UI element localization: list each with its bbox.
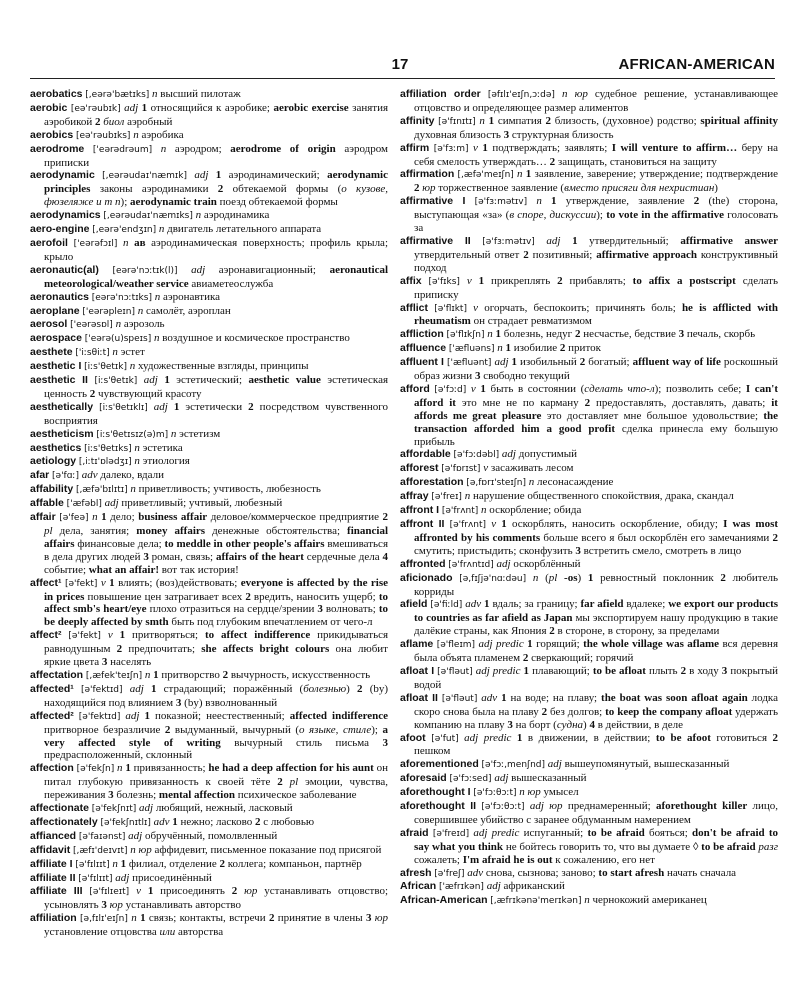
dictionary-entry [400,328,778,342]
dictionary-entry [400,638,778,665]
dictionary-entry [30,483,388,497]
dictionary-entry [30,885,388,912]
dictionary-entry [400,342,778,356]
entry-headword: affronted [400,557,446,570]
dictionary-entry [30,844,388,858]
entry-headword: afford [400,382,430,395]
entry-transcription: [ə'freʃ] [434,868,465,879]
dictionary-entry [400,356,778,383]
entry-transcription: [ə'fləut] [441,693,478,704]
entry-headword: aeronautic(al) [30,263,99,276]
entry-definition: adj predic 1 в движении, в действии; to be afoot готовиться 2 пешком [414,731,779,758]
entry-definition: adj юр преднамеренный; aforethought killer лицо, совершившее убийство с заранее обдуманным намерением [414,800,779,826]
dictionary-entry [30,88,388,102]
dictionary-entry [400,786,778,800]
entry-definition: v огорчать, беспокоить; причинять боль; he is afflicted with rheumatism он страдает ревматизмом [414,301,779,328]
entry-headword: aesthetic II [30,374,88,387]
entry-headword: afresh [400,866,432,879]
dictionary-entry [400,827,778,867]
entry-headword: affectionately [30,815,98,828]
dictionary-entry [400,518,778,558]
entry-transcription: ['æfrɪkən] [438,882,484,893]
dictionary-entry [400,476,778,490]
dictionary-entry [30,442,388,456]
entry-headword: afoot [400,731,426,744]
entry-headword: afforestation [400,476,464,489]
dictionary-entry [30,762,388,802]
entry-headword: affirmative II [400,234,471,247]
entry-headword: afloat I [400,664,435,677]
entry-transcription: [iːs'θetɪk] [94,376,138,387]
entry-headword: affirmation [400,168,455,181]
entry-definition: n высший пилотаж [152,88,241,100]
dictionary-entry [400,462,778,476]
entry-transcription: [ə'fləut] [437,666,473,677]
entry-headword: affability [30,483,74,496]
entry-transcription: [ə'fɜːmətɪv] [474,197,528,208]
dictionary-entry [30,497,388,511]
entry-definition: adj присоединённый [115,871,212,884]
dictionary-entry [400,275,778,302]
entry-transcription: [ə'flɪkʃn] [446,330,485,341]
right-column [400,88,778,908]
entry-headword: affiliate II [30,871,76,884]
dictionary-entry [400,142,778,169]
entry-headword: affliction [400,328,444,341]
entry-transcription: [,eərəudaɪ'næmɪks] [103,211,193,222]
dictionary-entry [30,858,388,872]
entry-definition: adj вышесказанный [494,772,587,785]
entry-definition: n эстетика [134,441,183,454]
dictionary-entry [30,169,388,209]
entry-transcription: ['eərəfɔɪl] [73,238,118,249]
entry-definition: n лесонасаждение [528,476,614,489]
entry-headword: affirmative I [400,195,466,208]
entry-transcription: [ə'fɜːmətɪv] [482,236,535,247]
entry-transcription: [ə'fɪlɪeɪt] [89,887,130,898]
entry-definition: adj допустимый [501,448,578,461]
dictionary-entry [30,469,388,483]
entry-definition: adj 1 эстетически 2 посредством чувственного восприятия [44,400,389,427]
entry-headword: aerobic [30,101,68,114]
dictionary-entry [30,872,388,886]
entry-definition: v 1 влиять; (воз)действовать; everyone is affected by the rise in prices повышение цен затрагивает всех 2 вредить, наносить ущерб; to affect smb's heart/eye плохо отразиться на сердце/зрении 3 волновать; to be deeply affected by smth быть под глубоким впечатлением от чего-л [44,576,389,629]
entry-headword: aficionado [400,571,453,584]
entry-headword: affiliation [30,912,77,925]
entry-definition: adj 1 изобильный 2 богатый; affluent way of life роскошный образ жизни 3 свободно текущий [414,356,779,383]
entry-definition: adv далеко, вдали [81,469,164,482]
dictionary-entry [400,235,778,275]
entry-transcription: [,eərəudaɪ'næmɪk] [102,171,187,182]
entry-transcription: [,æfek'teɪʃn] [85,670,143,681]
entry-definition: n нарушение общественного спокойствия, драка, скандал [464,490,734,503]
entry-headword: aerobics [30,128,74,141]
entry-transcription: [ə,fɒrɪ'steɪʃn] [466,478,526,489]
entry-headword: aestheticism [30,427,94,440]
dictionary-entry [30,305,388,319]
entry-transcription: [iːs'θetɪk] [84,362,127,373]
entry-definition: v 1 присоединять 2 юр устанавливать отцовство; усыновлять 3 юр устанавливать авторство [44,885,389,912]
entry-transcription: [ə'faɪənst] [78,831,126,842]
dictionary-entry [30,710,388,763]
entry-headword: aforesaid [400,772,447,785]
dictionary-entry [30,374,388,401]
entry-transcription: [ə'fɔːsed] [449,774,492,785]
entry-transcription: [ə'frʌnt] [441,506,479,517]
entry-headword: afraid [400,826,429,839]
entry-definition: n юр судебное решение, устанавливающее отцовство и определяющее размер алиментов [414,88,779,114]
entry-definition: adj приветливый; учтивый, любезный [104,497,283,510]
entry-headword: affection [30,762,74,775]
entry-transcription: [ə'fɔːdəbl] [453,450,500,461]
entry-transcription: [ə'fektɪd] [78,711,121,722]
entry-definition: adv 1 вдаль; за границу; far afield вдалеке; we export our products to countries as far afield as Japan мы экспортируем нашу продукцию в такие далёкие страны, как Япония 2 в стороне, в сторону, за пределами [414,598,779,638]
entry-transcription: [ə'fekʃnɪt] [91,804,137,815]
entry-transcription: [ə'fekt] [68,631,101,642]
entry-transcription: [ə'fekʃn] [76,764,115,775]
entry-definition: n аэродинамика [195,209,270,222]
dictionary-entry [400,115,778,142]
entry-definition: n 1 связь; контакты, встречи 2 принятие в члены 3 юр установление отцовства или авторства [44,912,389,939]
entry-definition: adj обручённый, помолвленный [128,829,278,842]
entry-transcription: [ə'fut] [431,733,459,744]
entry-headword: aerodrome [30,142,85,155]
entry-definition: n эстет [112,346,145,359]
page-header [30,56,775,76]
entry-transcription: [ə'flɪkt] [434,303,467,314]
entry-headword: affable [30,497,64,510]
entry-transcription: [ə'fɪlɪɪt] [78,873,113,884]
entry-headword: afforest [400,462,439,475]
entry-transcription: [,æfɪ'deɪvɪt] [73,845,128,856]
entry-definition: adj вышеупомянутый, вышесказанный [547,758,730,771]
entry-transcription: [ə'freɪd] [432,828,470,839]
entry-transcription: [ə'fɪnɪtɪ] [438,116,476,127]
entry-definition: n ав аэродинамическая поверхность; профиль крыла; крыло [44,236,388,263]
entry-transcription: [,æfrɪkənə'merɪkən] [490,896,582,907]
entry-definition: n 1 болезнь, недуг 2 несчастье, бедствие 3 печаль, скорбь [487,328,756,341]
dictionary-entry [30,291,388,305]
entry-transcription: ['eərə(u)speɪs] [84,334,152,345]
entry-headword: aerodynamic [30,169,95,182]
entry-transcription: [eərə'nɔːtɪks] [91,292,152,303]
entry-transcription: [əfɪlɪ'eɪʃn,ɔːdə] [487,90,555,100]
dictionary-entry [30,669,388,683]
entry-headword: aerofoil [30,236,68,249]
entry-transcription: [eə'rəubɪks] [75,130,131,141]
entry-headword: African-American [400,894,488,907]
entry-transcription: [iːs'θetɪsɪz(ə)m] [96,429,169,440]
entry-headword: affectation [30,668,84,681]
entry-transcription: [ə'fekt] [64,578,98,589]
entry-definition: adj 1 показной; неестественный; affected indifference притворное безразличие 2 выдуманный, вычурный (о языке, стиле); a very affected style of writing вычурный стиль письма 3 предрасположенный, склонный [44,709,389,762]
entry-transcription: ['iːsθiːt] [75,348,110,359]
dictionary-entry [30,346,388,360]
entry-transcription: [ə'fɒrɪst] [441,464,481,475]
entry-headword: afloat II [400,691,438,704]
entry-headword: aforethought II [400,800,477,813]
entry-definition: adj африканский [486,880,565,893]
entry-definition: v 1 оскорблять, наносить оскорбление, обиду; I was most affronted by his comments больше всего я был оскорблён его замечаниями 2 смутить; пристыдить; сконфузить 3 встретить смело, смотреть в лицо [414,518,779,557]
dictionary-entry [400,772,778,786]
entry-headword: aetiology [30,455,77,468]
dictionary-entry [30,428,388,442]
dictionary-entry [30,577,388,630]
entry-definition: adv 1 на воде; на плаву; the boat was soon afloat again лодка скоро снова была на плаву 2 без долгов; to keep the company afloat удержать компанию на плаву 3 на борт (судна) 4 в действии, в деле [414,691,778,731]
entry-transcription: [iːs'θetɪklɪ] [99,402,148,413]
dictionary-entry [400,302,778,329]
entry-transcription: [ə'fiːld] [430,600,463,611]
dictionary-entry [400,880,778,894]
dictionary-entry [400,168,778,195]
entry-headword: aeronautics [30,290,89,303]
entry-transcription: [ə'fekʃnɪtlɪ] [100,817,151,828]
entry-definition: n этиология [134,455,190,468]
entry-transcription: [,æfə'meɪʃn] [457,170,514,181]
entry-headword: aerodynamics [30,209,101,222]
dictionary-entry [400,490,778,504]
entry-headword: affiliate I [30,857,73,870]
dictionary-entry [400,504,778,518]
entry-definition: n оскорбление; обида [481,504,582,517]
entry-definition: v засаживать лесом [483,462,574,475]
entry-definition: adj оскорблённый [496,557,581,570]
entry-transcription: [eərə'nɔːtɪk(l)] [112,265,178,276]
entry-transcription: [,eərə'endʒɪn] [92,225,157,236]
entry-headword: affect¹ [30,576,62,589]
entry-headword: aforethought I [400,786,471,799]
entry-headword: affront I [400,504,440,517]
entry-headword: afflict [400,301,429,314]
entry-transcription: ['æfluənt] [446,358,492,369]
dictionary-entry [30,237,388,264]
dictionary-entry [400,383,778,449]
dictionary-entry [30,816,388,830]
entry-transcription: [iːs'θetɪks] [84,443,132,454]
entry-headword: affectionate [30,802,89,815]
entry-definition: n юр аффидевит, письменное показание под присягой [130,843,382,856]
entry-definition: n 1 притворство 2 вычурность, искусственность [144,668,371,681]
entry-definition: n чернокожий американец [584,894,707,907]
dictionary-entry [400,572,778,599]
entry-definition: n аэронавтика [154,290,221,303]
dictionary-entry [30,511,388,577]
entry-transcription: [,æfə'bɪlɪtɪ] [75,485,128,496]
entry-transcription: [ə'frʌnt] [449,520,487,530]
entry-transcription: ['eərəsɒl] [70,320,113,331]
entry-transcription: [,eərə'bætɪks] [85,90,150,100]
dictionary-entry [30,802,388,816]
entry-definition: adj 1 утвердительный; affirmative answer утвердительный ответ 2 позитивный; affirmative approach конструктивный подход [414,234,779,274]
entry-transcription: [ə'fɔːθɔːt] [473,788,517,799]
entry-transcription: [ə'freɪ] [431,492,462,503]
entry-transcription: [ə'fleɪm] [436,640,476,651]
entry-headword: aflame [400,638,434,651]
dictionary-entry [400,692,778,732]
entry-transcription: [ə'fektɪd] [80,684,123,695]
dictionary-entry [400,867,778,881]
entry-transcription: ['eərədrəum] [92,144,153,155]
entry-transcription: [ə'frʌntɪd] [448,559,494,570]
entry-transcription: [ə'fɪks] [428,276,460,287]
entry-headword: affray [400,490,429,503]
dictionary-entry [400,448,778,462]
dictionary-entry [30,318,388,332]
entry-definition: n эстетизм [170,427,221,440]
entry-transcription: [ə'fɑː] [52,471,79,482]
entry-definition: v 1 быть в состоянии (сделать что-л); позволить себе; I can't afford it это мне не по карману 2 предоставлять, доставлять, давать; it affords me great pleasure это доставляет мне большое удовольствие; the transaction afforded him a good profit сделка принесла ему большую прибыль [414,382,779,448]
entry-headword: affect² [30,629,62,642]
dictionary-entry [400,598,778,638]
left-column [30,88,388,939]
dictionary-entry [400,732,778,759]
entry-definition: adj 1 относящийся к аэробике; aerobic exercise занятия аэробикой 2 биол аэробный [44,101,389,128]
entry-definition: n аэрозоль [115,318,165,331]
entry-transcription: [ə,fɪlɪ'eɪʃn] [80,914,128,925]
entry-headword: affianced [30,829,77,842]
entry-transcription: [ə,fɪʃjə'nɑːdəu] [459,573,527,584]
dictionary-entry [400,894,778,908]
dictionary-entry [30,830,388,844]
dictionary-entry [30,360,388,374]
dictionary-entry [400,558,778,572]
entry-definition: n 1 привязанность; he had a deep affection for his aunt он питал глубокую привязанность к своей тёте 2 pl эмоции, чувства, переживания 3 болезнь; mental affection психическое заболевание [44,762,389,802]
entry-definition: v 1 прикреплять 2 прибавлять; to affix a postscript сделать приписку [414,274,779,301]
dictionary-entry [30,102,388,129]
entry-definition: n 1 дело; business affair деловое/коммерческое предприятие 2 pl дела, занятия; money affairs денежные обстоятельства; financial affairs финансовые дела; to meddle in other people's affairs вмешиваться в дела других людей 3 роман, связь; affairs of the heart сердечные дела 4 событие; what an affair! вот так история! [44,511,389,576]
entry-headword: aesthetically [30,400,94,413]
entry-definition: adj predic 1 горящий; the whole village was aflame вся деревня была объята пламенем 2 сверкающий; горячий [414,638,779,665]
entry-definition: n самолёт, аэроплан [137,304,231,317]
header-rule [30,78,775,79]
entry-headword: African [400,880,437,893]
entry-transcription: ['æfluəns] [448,344,495,355]
entry-headword: aesthetics [30,441,82,454]
entry-headword: affair [30,511,56,524]
entry-transcription: ['æfəbl] [66,499,102,510]
entry-definition: n 1 изобилие 2 приток [497,342,601,355]
dictionary-entry [400,88,778,115]
entry-definition: adj 1 страдающий; поражённый (болезнью) 2 (by) находящийся под влиянием 3 (by) взволнованный [44,682,389,709]
dictionary-entry [400,758,778,772]
entry-headword: affinity [400,114,435,127]
entry-transcription: [ə'feə] [59,513,89,524]
dictionary-entry [30,264,388,291]
entry-definition: n 1 симпатия 2 близость, (духовное) родство; spiritual affinity духовная близость 3 структурная близость [414,114,779,141]
dictionary-entry [400,800,778,827]
entry-definition: adj аэронавигационный; aeronautical meteorological/weather service авиаметеослужба [44,263,389,290]
entry-definition: n 1 филиал, отделение 2 коллега; компаньон, партнёр [112,857,362,870]
page-number: 17 [391,56,409,73]
dictionary-entry [30,223,388,237]
entry-transcription: [ə'fɔːd] [434,384,467,395]
entry-definition: v 1 притворяться; to affect indifference прикидываться равнодушным 2 предпочитать; she affects bright colours она любит яркие цвета 3 населять [44,629,389,669]
entry-definition: n воздушное и космическое пространство [153,332,350,345]
entry-headword: affiliate III [30,885,83,898]
entry-headword: affluent I [400,356,444,369]
dictionary-entry [30,209,388,223]
entry-transcription: [ə'fɪlɪɪt] [75,859,110,870]
entry-definition: n приветливость; учтивость, любезность [130,483,321,496]
entry-headword: afar [30,469,50,482]
dictionary-entry [400,665,778,692]
entry-definition: n 1 заявление, заверение; утверждение; подтверждение 2 юр торжественное заявление (вместо присяги для нехристиан) [414,168,779,195]
entry-headword: aeroplane [30,304,80,317]
dictionary-entry [30,332,388,346]
entry-headword: affiliation order [400,88,481,100]
dictionary-entry [30,455,388,469]
dictionary-entry [30,129,388,143]
entry-headword: afield [400,598,428,611]
entry-definition: adj predic 1 плавающий; to be afloat плыть 2 в ходу 3 покрытый водой [414,664,779,691]
entry-transcription: ['eərəpleɪn] [82,306,135,317]
dictionary-entry [30,629,388,669]
entry-definition: n 1 утверждение, заявление 2 (the) сторона, выступающая «за» (в споре, дискуссии); to vote in the affirmative голосовать за [414,195,779,235]
entry-transcription: [ə'fɔː,menʃnd] [481,760,546,771]
entry-definition: adj любящий, нежный, ласковый [139,802,293,815]
entry-definition: v 1 подтверждать; заявлять; I will venture to affirm… беру на себя смелость утверждать… 2 защищать, становиться на защиту [414,141,779,168]
entry-headword: aero-engine [30,223,90,236]
entry-headword: affidavit [30,843,71,856]
entry-headword: aerobatics [30,88,83,100]
entry-transcription: [ə'fɔːθɔːt] [481,802,525,813]
entry-headword: affix [400,274,422,287]
entry-headword: aforementioned [400,758,479,771]
entry-definition: adj predic испуганный; to be afraid бояться; don't be afraid to say what you think не бойтесь говорить то, что вы думаете ◊ to be afraid разг сожалеть; I'm afraid he is out к сожалению, его нет [414,826,779,866]
dictionary-entry [30,401,388,428]
entry-definition: n юр умысел [519,786,579,799]
entry-definition: adv 1 нежно; ласково 2 с любовью [153,815,315,828]
entry-headword: aesthete [30,346,73,359]
entry-transcription: [ə'fɜːm] [433,143,469,154]
entry-headword: affected² [30,709,74,722]
running-head: AFRICAN-AMERICAN [618,56,775,73]
entry-headword: affront II [400,518,445,530]
entry-headword: affected¹ [30,682,74,695]
entry-headword: affordable [400,448,451,461]
entry-definition: n художественные взгляды, принципы [129,360,309,373]
entry-definition: adv снова, сызнова; заново; to start afresh начать сначала [467,866,737,879]
entry-definition: adj 1 эстетический; aesthetic value эстетическая ценность 2 чувствующий красоту [44,374,389,400]
entry-definition: n аэробика [133,128,184,141]
entry-definition: n двигатель летательного аппарата [158,223,322,236]
entry-headword: aerospace [30,332,82,345]
dictionary-entry [400,195,778,235]
dictionary-entry [30,912,388,939]
dictionary-entry [30,683,388,710]
entry-headword: affluence [400,342,447,355]
dictionary-entry [30,143,388,170]
entry-transcription: [eə'rəubɪk] [70,103,121,114]
entry-definition: n аэродром; aerodrome of origin аэродром приписки [44,142,389,169]
entry-transcription: [,iːtɪ'ɒlədʒɪ] [78,457,132,468]
entry-headword: affirm [400,141,430,154]
entry-definition: adj 1 аэродинамический; aerodynamic principles законы аэродинамики 2 обтекаемой формы (о кузове, фюзеляже и т п); aerodynamic train поезд обтекаемой формы [44,169,388,209]
entry-definition: n (pl -os) 1 ревностный поклонник 2 любитель корриды [414,571,779,598]
entry-headword: aesthetic I [30,360,82,373]
entry-headword: aerosol [30,318,68,331]
